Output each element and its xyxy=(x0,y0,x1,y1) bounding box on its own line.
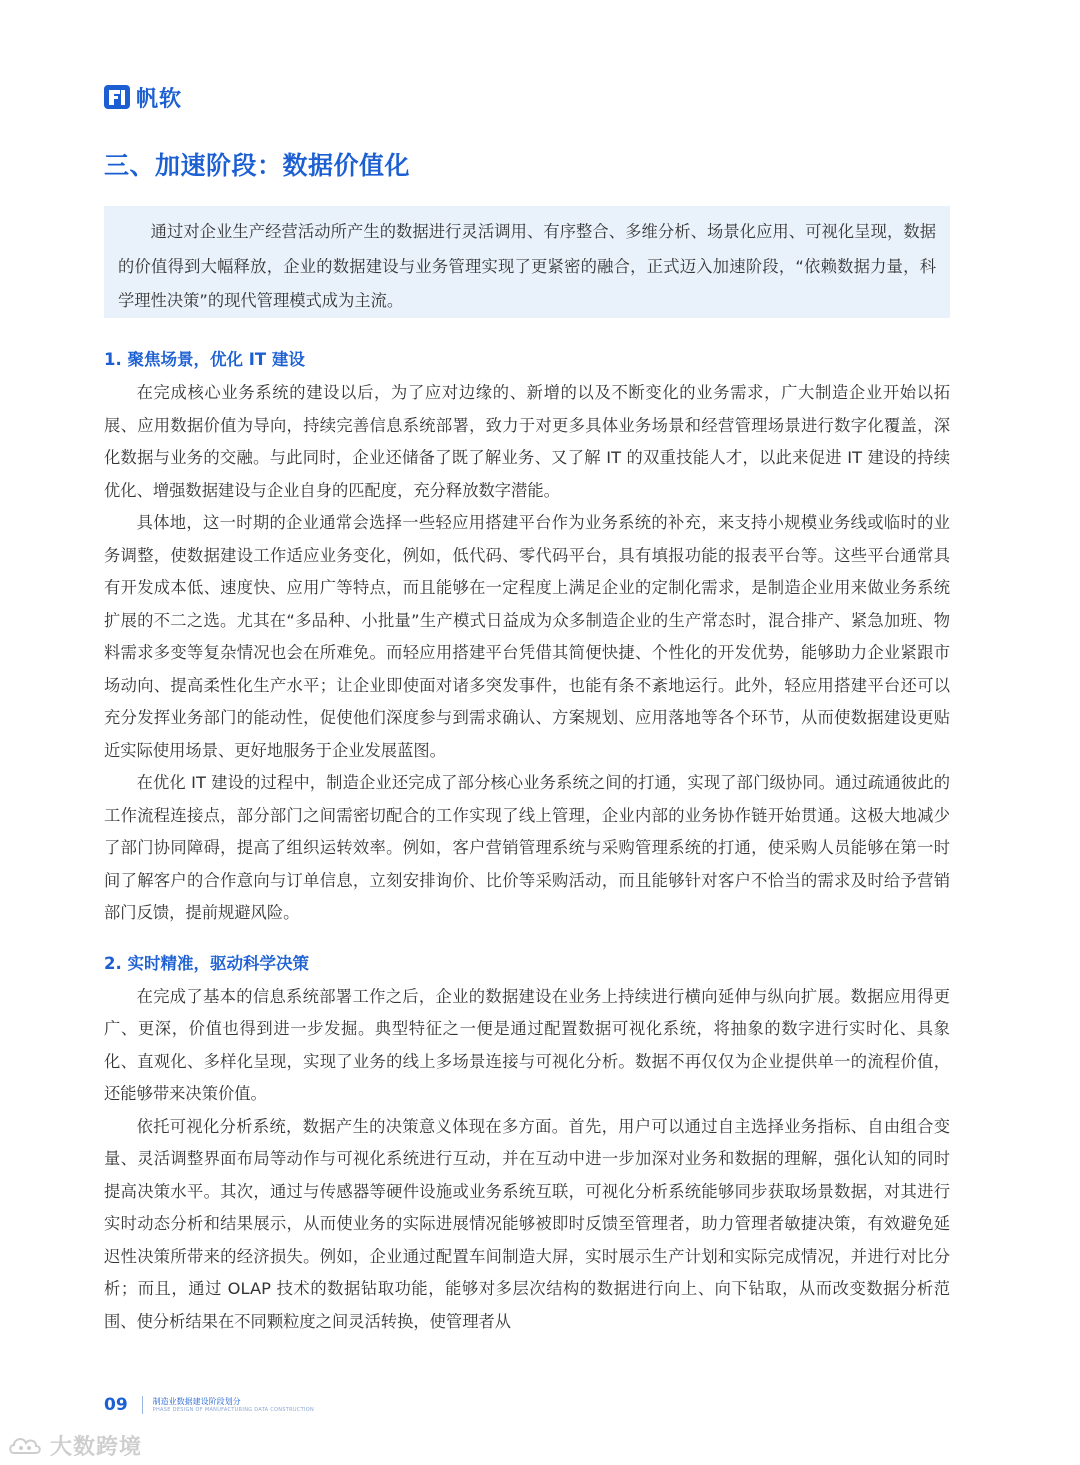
brand-logo xyxy=(104,80,182,114)
footer-text xyxy=(153,1397,314,1414)
section-spacer xyxy=(104,930,950,947)
watermark xyxy=(8,1430,142,1461)
cloud-logo-icon xyxy=(8,1433,48,1459)
footer-title: 制造业数据建设阶段划分 xyxy=(152,1396,241,1406)
main-content xyxy=(104,343,950,1338)
subsection-heading: 2. 实时精准，驱动科学决策 xyxy=(104,953,309,973)
paragraph: 在完成核心业务系统的建设以后，为了应对边缘的、新增的以及不断变化的业务需求，广大制造企业开始以拓展、应用数据价值为导向，持续完善信息系统部署，致力于对更多具体业务场景和经营管理场景进行数字化覆盖，深化数据与业务的交融。与此同时，企业还储备了既了解业务、又了解 IT 的双重技能人才，以此来促进 IT 建设的持续优化、增强数据建设与企业自身的匹配度，充分释放数字潜能。 xyxy=(104,383,950,500)
section-title: 三、加速阶段：数据价值化 xyxy=(104,151,411,180)
watermark-text: 大数跨境 xyxy=(50,1435,143,1460)
paragraph: 具体地，这一时期的企业通常会选择一些轻应用搭建平台作为业务系统的补充，来支持小规模业务线或临时的业务调整，使数据建设工作适应业务变化，例如，低代码、零代码平台，具有填报功能的报表平台等。这些平台通常具有开发成本低、速度快、应用广等特点，而且能够在一定程度上满足企业的定制化需求，是制造企业用来做业务系统扩展的不二之选。尤其在“多品种、小批量”生产模式日益成为众多制造企业的生产常态时，混合排产、紧急加班、物料需求多变等复杂情况也会在所难免。而轻应用搭建平台凭借其简便快捷、个性化的开发优势，能够助力企业紧跟市场动向、提高柔性化生产水平；让企业即使面对诸多突发事件，也能有条不紊地运行。此外，轻应用搭建平台还可以充分发挥业务部门的能动性，促使他们深度参与到需求确认、方案规划、应用落地等各个环节，从而使数据建设更贴近实际使用场景、更好地服务于企业发展蓝图。 xyxy=(104,513,950,760)
subsection-heading: 1. 聚焦场景，优化 IT 建设 xyxy=(104,350,305,369)
brand-name: 帆软 xyxy=(136,86,183,112)
page-footer xyxy=(104,1395,314,1415)
paragraph: 在完成了基本的信息系统部署工作之后，企业的数据建设在业务上持续进行横向延伸与纵向扩展。数据应用得更广、更深，价值也得到进一步发掘。典型特征之一便是通过配置数据可视化系统，将抽象的数字进行实时化、具象化、直观化、多样化呈现，实现了业务的线上多场景连接与可视化分析。数据不再仅仅为企业提供单一的流程价值，还能够带来决策价值。 xyxy=(104,986,950,1103)
subsection-2 xyxy=(104,947,950,1339)
paragraph: 依托可视化分析系统，数据产生的决策意义体现在多方面。首先，用户可以通过自主选择业务指标、自由组合变量、灵活调整界面布局等动作与可视化系统进行互动，并在互动中进一步加深对业务和数据的理解，强化认知的同时提高决策水平。其次，通过与传感器等硬件设施或业务系统互联，可视化分析系统能够同步获取场景数据，对其进行实时动态分析和结果展示，从而使业务的实际进展情况能够被即时反馈至管理者，助力管理者敏捷决策，有效避免延迟性决策所带来的经济损失。例如，企业通过配置车间制造大屏，实时展示生产计划和实际完成情况，并进行对比分析；而且，通过 OLAP 技术的数据钻取功能，能够对多层次结构的数据进行向上、向下钻取，从而改变数据分析范围、使分析结果在不同颗粒度之间灵活转换，使管理者从 xyxy=(104,1116,950,1331)
intro-paragraph: 通过对企业生产经营活动所产生的数据进行灵活调用、有序整合、多维分析、场景化应用、可视化呈现，数据的价值得到大幅释放，企业的数据建设与业务管理实现了更紧密的融合，正式迈入加速阶段，“依赖数据力量，科学理性决策”的现代管理模式成为主流。 xyxy=(118,222,936,310)
paragraph: 在优化 IT 建设的过程中，制造企业还完成了部分核心业务系统之间的打通，实现了部门级协同。通过疏通彼此的工作流程连接点，部分部门之间需密切配合的工作实现了线上管理，企业内部的业务协作链开始贯通。这极大地减少了部门协同障碍，提高了组织运转效率。例如，客户营销管理系统与采购管理系统的打通，使采购人员能够在第一时间了解客户的合作意向与订单信息，立刻安排询价、比价等采购活动，而且能够针对客户不恰当的需求及时给予营销部门反馈，提前规避风险。 xyxy=(104,773,950,922)
page-number: 09 xyxy=(104,1395,128,1415)
footer-divider xyxy=(142,1396,143,1414)
footer-subtitle: PHASE DESIGN OF MANUFACTURING DATA CONSTRUCTION xyxy=(152,1406,315,1413)
fanruan-logo-icon xyxy=(104,83,130,111)
intro-box xyxy=(104,206,950,318)
subsection-1 xyxy=(104,343,950,930)
